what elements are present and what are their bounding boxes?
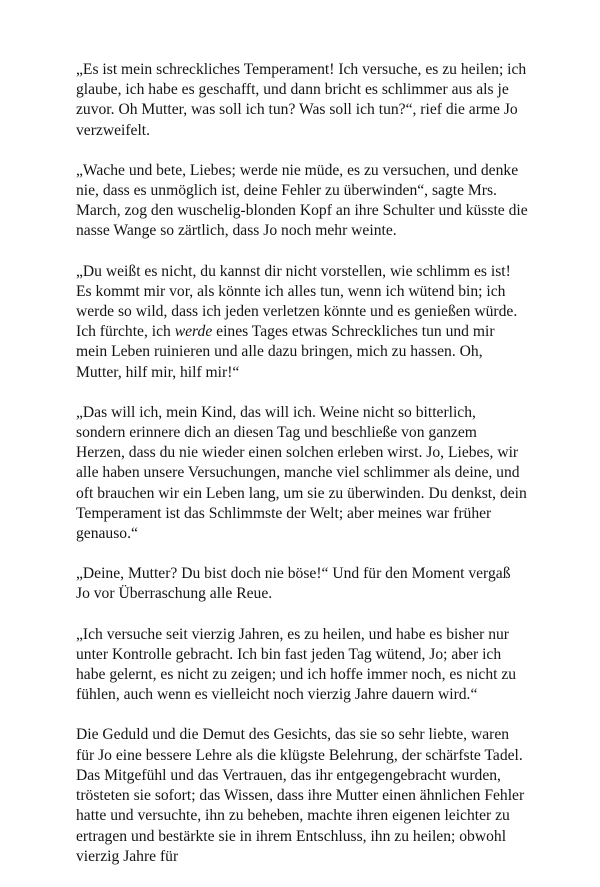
paragraph-7: Die Geduld und die Demut des Gesichts, das sie so sehr liebte, waren für Jo eine bessere Lehre als die klügste Belehrung, der schärfste Tadel. Das Mitgefühl und das Vertrauen, das ihr entgegengebracht wurden, trösteten sie sofort; das Wissen, dass ihre Mutter einen ähnlichen Fehler hatte und versuchte, ihn zu beheben, machte ihren eigenen leichter zu ertragen und bestärkte sie in ihrem Entschluss, ihn zu heilen; obwohl vierzig Jahre für xyxy=(76,726,525,865)
paragraph-1: „Es ist mein schreckliches Temperament! Ich versuche, es zu heilen; ich glaube, ich habe es geschafft, und dann bricht es schlimmer aus als je zuvor. Oh Mutter, was soll ich tun? Was soll ich tun?“, rief die arme Jo verzweifelt. xyxy=(76,61,527,139)
paragraph-4: „Das will ich, mein Kind, das will ich. Weine nicht so bitterlich, sondern erinnere dich an diesen Tag und beschließe von ganzem Herzen, dass du nie wieder einen solchen erleben wirst. Jo, Liebes, wir alle haben unsere Versuchungen, manche viel schlimmer als deine, und oft brauchen wir ein Leben lang, um sie zu überwinden. Du denkst, dein Temperament ist das Schlimmste der Welt; aber meines war früher genauso.“ xyxy=(76,403,527,543)
paragraph-3-after: eines Tages etwas Schreckliches tun und mir mein Leben ruinieren und alle dazu bringen, mich zu hassen. Oh, Mutter, hilf mir, hilf mir!“ xyxy=(76,323,495,381)
paragraph-3-emphasis: werde xyxy=(174,323,213,341)
paragraph-3-before: „Du weißt es nicht, du kannst dir nicht vorstellen, wie schlimm es ist! Es kommt mir vor, als könnte ich alles tun, wenn ich wütend bin; ich werde so wild, dass ich jeden verletzen könnte und es genießen würde. Ich fürchte, ich xyxy=(76,262,518,341)
document-page xyxy=(76,60,528,887)
paragraph-2: „Wache und bete, Liebes; werde nie müde, es zu versuchen, und denke nie, dass es unmöglich ist, deine Fehler zu überwinden“, sagte Mrs. March, zog den wuschelig-blonden Kopf an ihre Schulter und küsste die nasse Wange so zärtlich, dass Jo noch mehr weinte. xyxy=(76,161,528,240)
paragraph-3 xyxy=(76,262,528,383)
paragraph-6: „Ich versuche seit vierzig Jahren, es zu heilen, und habe es bisher nur unter Kontrolle gebracht. Ich bin fast jeden Tag wütend, Jo; aber ich habe gelernt, es nicht zu zeigen; und ich hoffe immer noch, es nicht zu fühlen, auch wenn es vielleicht noch vierzig Jahre dauern wird.“ xyxy=(76,625,517,704)
paragraph-5: „Deine, Mutter? Du bist doch nie böse!“ Und für den Moment vergaß Jo vor Überraschung alle Reue. xyxy=(76,565,511,603)
